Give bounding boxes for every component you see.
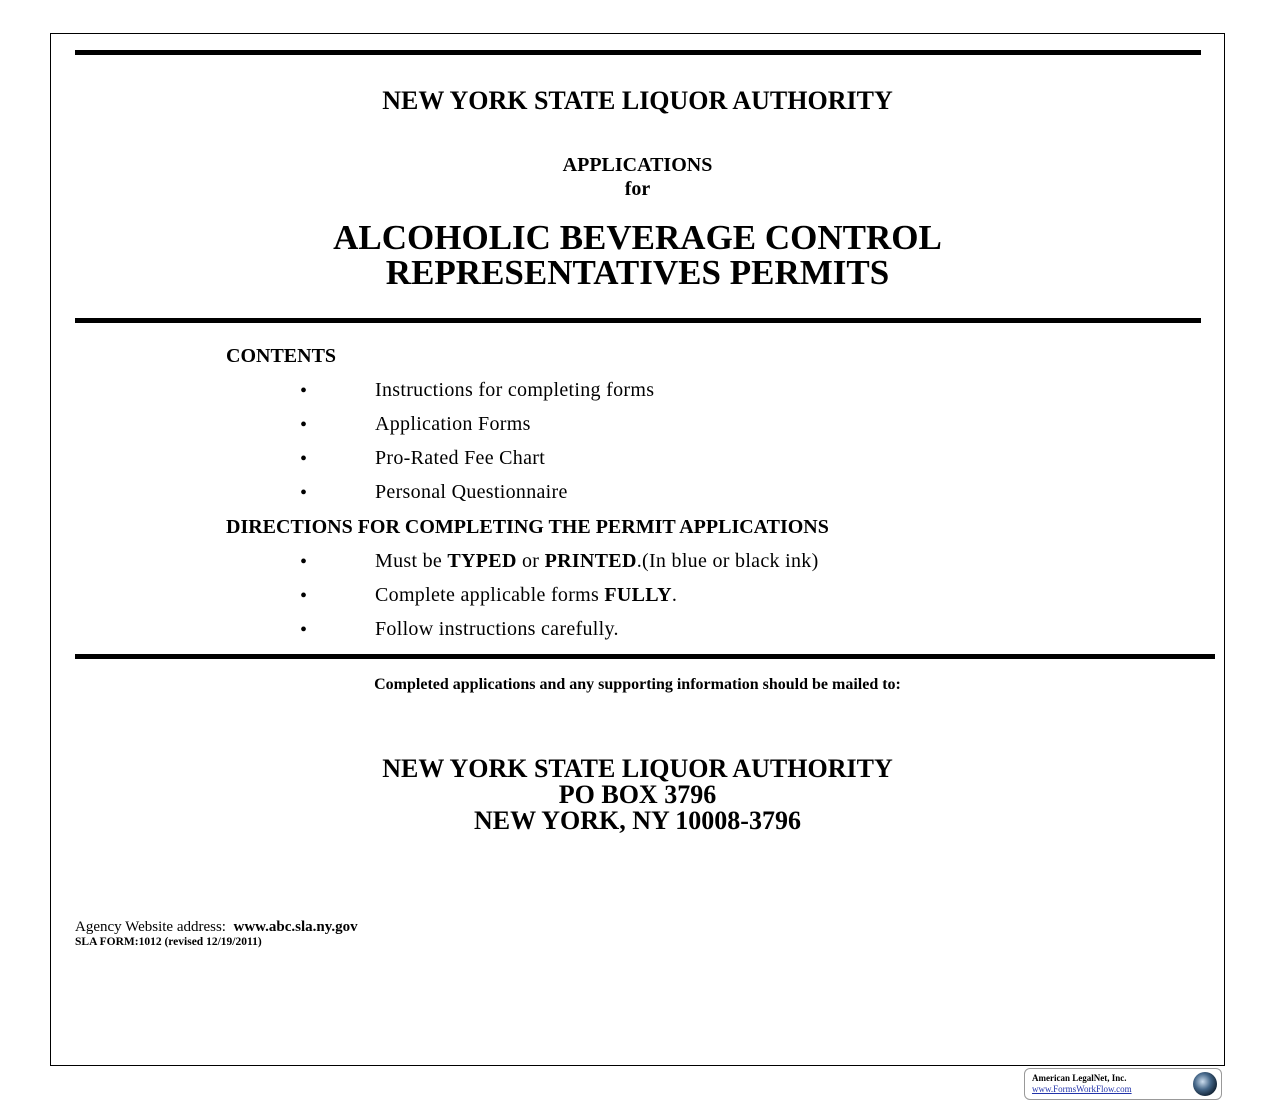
lower-rule: [75, 654, 1215, 659]
bullet: •: [300, 482, 308, 504]
middle-rule: [75, 318, 1201, 323]
contents-item: Personal Questionnaire: [375, 481, 568, 503]
text: Complete applicable forms: [375, 584, 605, 606]
american-legalnet-badge[interactable]: [1024, 1068, 1222, 1100]
form-id: SLA FORM:1012 (revised 12/19/2011): [75, 936, 262, 948]
page-bottom-border: [50, 1065, 1224, 1066]
agency-title: NEW YORK STATE LIQUOR AUTHORITY: [382, 86, 893, 115]
emphasis-printed: PRINTED: [544, 550, 637, 572]
badge-url[interactable]: www.FormsWorkFlow.com: [1032, 1084, 1132, 1094]
title-line2: REPRESENTATIVES PERMITS: [385, 253, 890, 292]
bullet: •: [300, 380, 308, 402]
direction-item: [375, 550, 819, 573]
bullet: •: [300, 551, 308, 573]
title-line1: ALCOHOLIC BEVERAGE CONTROL: [333, 218, 942, 257]
bullet: •: [300, 585, 308, 607]
mailing-line3: NEW YORK, NY 10008-3796: [474, 806, 801, 835]
contents-heading: CONTENTS: [226, 345, 337, 367]
contents-item: Application Forms: [375, 413, 531, 435]
bullet: •: [300, 619, 308, 641]
website-link[interactable]: www.abc.sla.ny.gov: [233, 919, 358, 935]
website-line: [75, 919, 358, 936]
mailing-note: Completed applications and any supporting information should be mailed to:: [374, 676, 901, 693]
emphasis-fully: FULLY: [604, 584, 672, 606]
globe-icon: [1193, 1072, 1217, 1096]
badge-company: American LegalNet, Inc.: [1032, 1073, 1127, 1083]
website-label: Agency Website address:: [75, 919, 226, 935]
text: .(In blue or black ink): [636, 550, 819, 572]
applications-label: APPLICATIONS: [562, 154, 713, 176]
text: .: [671, 584, 678, 606]
bullet: •: [300, 448, 308, 470]
mailing-line1: NEW YORK STATE LIQUOR AUTHORITY: [382, 754, 893, 783]
text: Must be: [375, 550, 448, 572]
text: or: [516, 550, 545, 572]
contents-item: Pro-Rated Fee Chart: [375, 447, 546, 469]
top-rule: [75, 50, 1201, 55]
contents-item: Instructions for completing forms: [375, 379, 655, 401]
mailing-line2: PO BOX 3796: [558, 780, 717, 809]
bullet: •: [300, 414, 308, 436]
directions-heading: DIRECTIONS FOR COMPLETING THE PERMIT APPLICATIONS: [226, 516, 829, 538]
direction-item: [375, 584, 677, 607]
emphasis-typed: TYPED: [447, 550, 517, 572]
direction-item: Follow instructions carefully.: [375, 618, 619, 640]
for-label: for: [624, 178, 651, 200]
